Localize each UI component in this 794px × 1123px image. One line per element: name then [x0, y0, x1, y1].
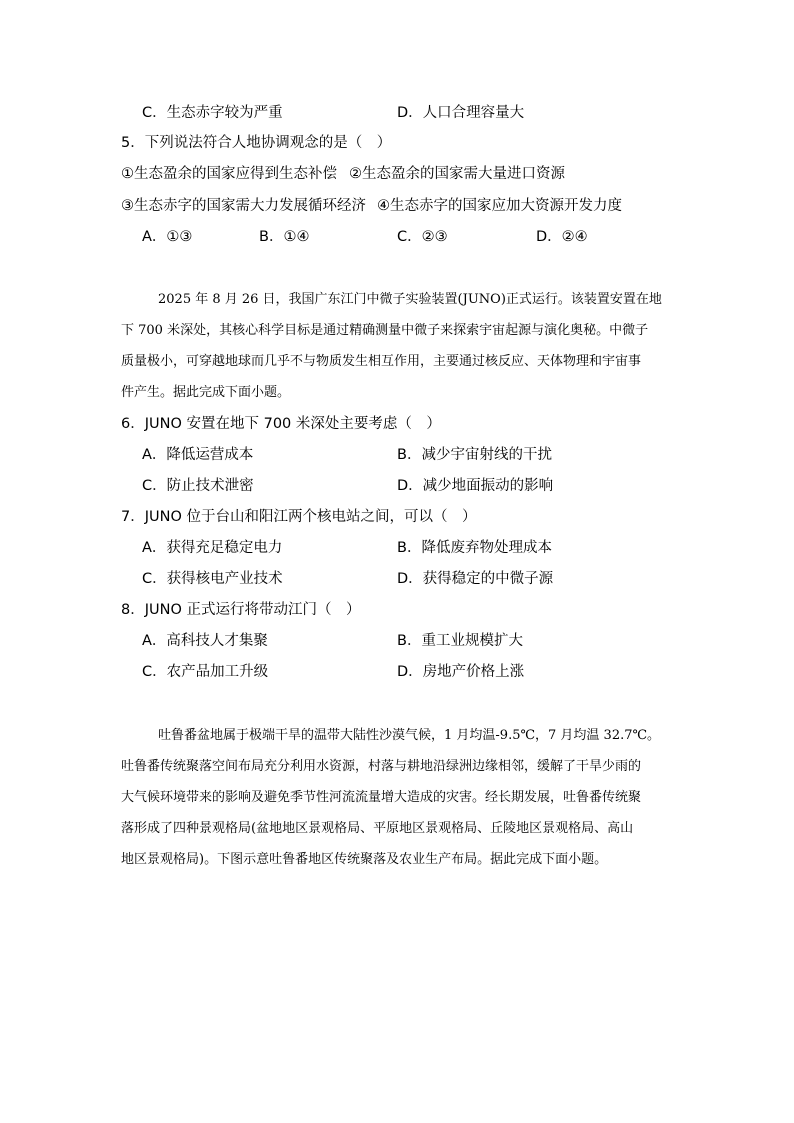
q8-stem: 8．JUNO 正式运行将带动江门（ ） — [121, 602, 361, 618]
q5-option-c[interactable]: C．②③ — [397, 229, 448, 245]
q6-option-d[interactable]: D．减少地面振动的影响 — [397, 478, 554, 494]
q5-stem: 5．下列说法符合人地协调观念的是（ ） — [121, 135, 392, 151]
q7-option-a[interactable]: A．获得充足稳定电力 — [142, 540, 283, 556]
q7-stem: 7．JUNO 位于台山和阳江两个核电站之间，可以（ ） — [121, 509, 477, 525]
q7-option-b[interactable]: B．降低废弃物处理成本 — [397, 540, 552, 556]
q8-option-b[interactable]: B．重工业规模扩大 — [397, 633, 523, 649]
passage2-line-3: 大气候环境带来的影响及避免季节性河流流量增大造成的灾害。经长期发展，吐鲁番传统聚 — [121, 790, 642, 805]
q5-statement-4: ④生态赤字的国家应加大资源开发力度 — [377, 198, 622, 214]
q8-option-d[interactable]: D．房地产价格上涨 — [397, 664, 525, 680]
q6-option-c[interactable]: C．防止技术泄密 — [142, 478, 254, 494]
passage1-line-3: 质量极小，可穿越地球而几乎不与物质发生相互作用，主要通过核反应、天体物理和宇宙事 — [121, 354, 642, 369]
passage2-line-4: 落形成了四种景观格局(盆地地区景观格局、平原地区景观格局、丘陵地区景观格局、高山 — [121, 821, 634, 836]
q4-option-d[interactable]: D．人口合理容量大 — [397, 105, 525, 121]
passage1-line-2: 下 700 米深处，其核心科学目标是通过精确测量中微子来探索宇宙起源与演化奥秘。中微子 — [121, 323, 649, 338]
q8-option-a[interactable]: A．高科技人才集聚 — [142, 633, 268, 649]
passage2-line-2: 吐鲁番传统聚落空间布局充分利用水资源，村落与耕地沿绿洲边缘相邻，缓解了干旱少雨的 — [121, 759, 642, 774]
q6-option-a[interactable]: A．降低运营成本 — [142, 447, 254, 463]
q5-statement-3: ③生态赤字的国家需大力发展循环经济 — [121, 198, 366, 214]
q5-statement-1: ①生态盈余的国家应得到生态补偿 — [121, 166, 337, 182]
passage1-line-1: 2025 年 8 月 26 日，我国广东江门中微子实验装置(JUNO)正式运行。该装置安置在地 — [158, 292, 662, 307]
q7-option-d[interactable]: D．获得稳定的中微子源 — [397, 571, 554, 587]
q5-option-a[interactable]: A．①③ — [142, 229, 193, 245]
q7-option-c[interactable]: C．获得核电产业技术 — [142, 571, 283, 587]
q6-stem: 6．JUNO 安置在地下 700 米深处主要考虑（ ） — [121, 416, 441, 432]
q4-option-c[interactable]: C．生态赤字较为严重 — [142, 105, 283, 121]
passage2-line-1: 吐鲁番盆地属于极端干旱的温带大陆性沙漠气候，1 月均温-9.5℃，7 月均温 32.7℃。 — [158, 728, 661, 743]
q5-statement-2: ②生态盈余的国家需大量进口资源 — [349, 166, 565, 182]
q5-option-d[interactable]: D．②④ — [536, 229, 588, 245]
passage1-line-4: 件产生。据此完成下面小题。 — [121, 385, 291, 400]
passage2-line-5: 地区景观格局)。下图示意吐鲁番地区传统聚落及农业生产布局。据此完成下面小题。 — [121, 852, 608, 867]
q8-option-c[interactable]: C．农产品加工升级 — [142, 664, 269, 680]
q6-option-b[interactable]: B．减少宇宙射线的干扰 — [397, 447, 552, 463]
q5-option-b[interactable]: B．①④ — [259, 229, 310, 245]
